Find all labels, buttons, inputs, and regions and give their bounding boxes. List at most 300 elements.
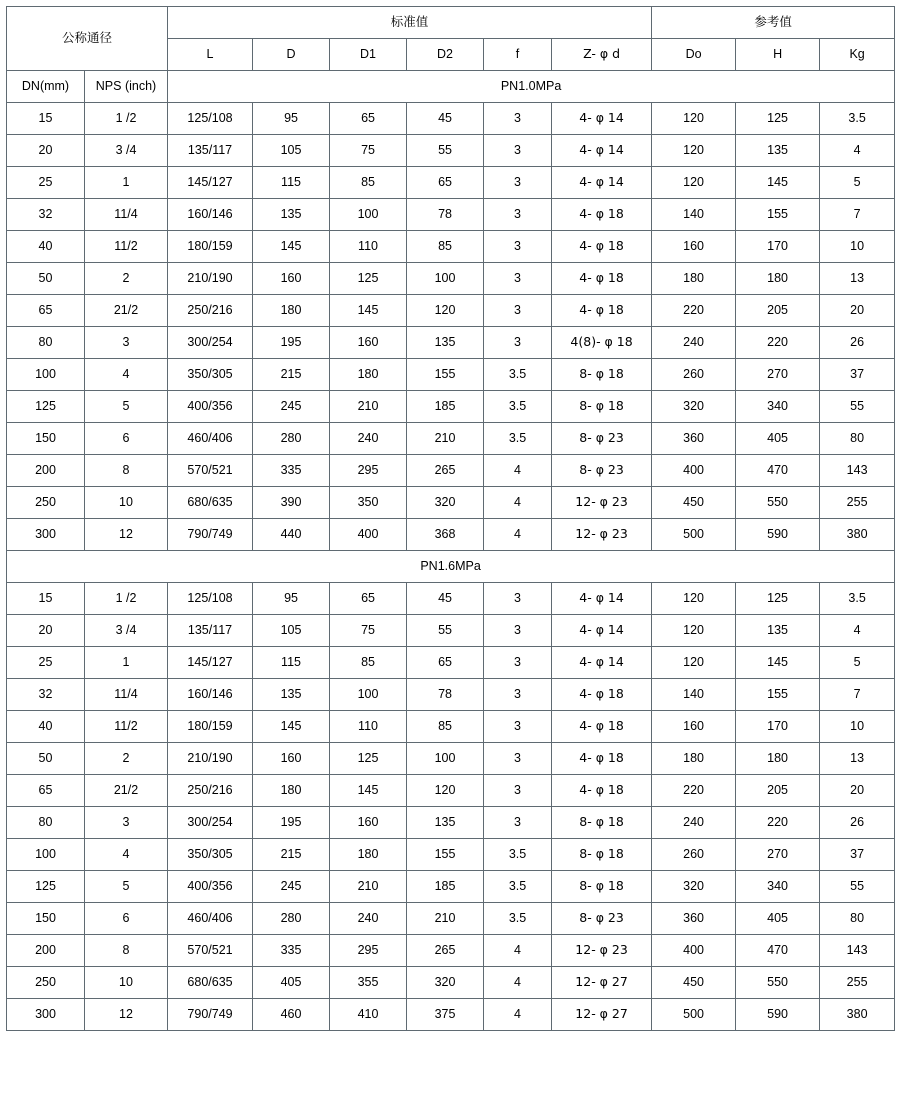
table-cell: 12 — [85, 999, 168, 1031]
table-cell: 15 — [7, 103, 85, 135]
table-cell: 125/108 — [168, 103, 253, 135]
header-col-D2: D2 — [407, 39, 484, 71]
table-cell: 4 — [484, 967, 552, 999]
table-cell: 12- φ 23 — [552, 519, 652, 551]
table-row — [7, 263, 895, 295]
table-cell: 125 — [330, 263, 407, 295]
table-cell: 3 — [484, 103, 552, 135]
table-cell: 4 — [484, 487, 552, 519]
table-cell: 21/2 — [85, 295, 168, 327]
table-cell: 3 — [484, 807, 552, 839]
table-cell: 180/159 — [168, 711, 253, 743]
table-cell: 120 — [652, 167, 736, 199]
header-col-L: L — [168, 39, 253, 71]
table-cell: 4 — [484, 455, 552, 487]
table-cell: 1 /2 — [85, 103, 168, 135]
table-cell: 5 — [85, 391, 168, 423]
table-cell: 220 — [736, 807, 820, 839]
table-cell: 5 — [820, 167, 895, 199]
table-row — [7, 167, 895, 199]
table-cell: 500 — [652, 999, 736, 1031]
table-cell: 145 — [736, 167, 820, 199]
table-cell: 180 — [652, 743, 736, 775]
header-col-nps: NPS (inch) — [85, 71, 168, 103]
table-cell: 3 — [484, 775, 552, 807]
table-cell: 215 — [253, 839, 330, 871]
table-row — [7, 103, 895, 135]
table-cell: 85 — [407, 231, 484, 263]
table-cell: 3.5 — [484, 871, 552, 903]
table-cell: 160 — [652, 231, 736, 263]
header-col-z-phi-d: Z- φ d — [552, 39, 652, 71]
table-row — [7, 231, 895, 263]
header-row-units — [7, 71, 895, 103]
table-cell: 125 — [330, 743, 407, 775]
table-cell: 3 — [484, 743, 552, 775]
table-cell: 3 — [484, 615, 552, 647]
table-row — [7, 935, 895, 967]
table-cell: 410 — [330, 999, 407, 1031]
table-row — [7, 743, 895, 775]
table-cell: 270 — [736, 839, 820, 871]
table-cell: 240 — [652, 327, 736, 359]
table-cell: 245 — [253, 391, 330, 423]
table-cell: 1 — [85, 167, 168, 199]
table-cell: 85 — [330, 167, 407, 199]
table-cell: 4- φ 18 — [552, 295, 652, 327]
table-cell: 20 — [7, 135, 85, 167]
table-cell: 140 — [652, 679, 736, 711]
table-cell: 350/305 — [168, 839, 253, 871]
table-cell: 3.5 — [484, 839, 552, 871]
table-cell: 6 — [85, 903, 168, 935]
table-cell: 65 — [330, 583, 407, 615]
table-cell: 250/216 — [168, 775, 253, 807]
table-cell: 160 — [330, 807, 407, 839]
table-cell: 15 — [7, 583, 85, 615]
table-cell: 4- φ 14 — [552, 135, 652, 167]
header-col-dn: DN(mm) — [7, 71, 85, 103]
table-cell: 150 — [7, 903, 85, 935]
table-cell: 400 — [652, 455, 736, 487]
table-cell: 400 — [652, 935, 736, 967]
table-row — [7, 903, 895, 935]
table-cell: 790/749 — [168, 519, 253, 551]
header-col-H: H — [736, 39, 820, 71]
table-cell: 3 — [484, 327, 552, 359]
table-cell: 65 — [330, 103, 407, 135]
table-cell: 440 — [253, 519, 330, 551]
table-cell: 110 — [330, 231, 407, 263]
table-cell: 65 — [407, 167, 484, 199]
table-cell: 20 — [820, 295, 895, 327]
table-cell: 1 — [85, 647, 168, 679]
table-cell: 150 — [7, 423, 85, 455]
table-cell: 245 — [253, 871, 330, 903]
table-cell: 7 — [820, 679, 895, 711]
table-cell: 250 — [7, 967, 85, 999]
table-cell: 460/406 — [168, 903, 253, 935]
table-cell: 78 — [407, 679, 484, 711]
table-cell: 270 — [736, 359, 820, 391]
table-cell: 3.5 — [484, 359, 552, 391]
table-cell: 145 — [253, 231, 330, 263]
table-cell: 550 — [736, 967, 820, 999]
table-cell: 570/521 — [168, 935, 253, 967]
table-cell: 125 — [7, 871, 85, 903]
table-cell: 3.5 — [484, 391, 552, 423]
table-row — [7, 391, 895, 423]
table-cell: 368 — [407, 519, 484, 551]
table-cell: 100 — [407, 743, 484, 775]
table-cell: 295 — [330, 455, 407, 487]
table-cell: 75 — [330, 615, 407, 647]
table-cell: 65 — [7, 295, 85, 327]
table-row — [7, 327, 895, 359]
table-cell: 21/2 — [85, 775, 168, 807]
table-cell: 180 — [736, 743, 820, 775]
table-cell: 375 — [407, 999, 484, 1031]
table-cell: 250/216 — [168, 295, 253, 327]
table-cell: 100 — [330, 199, 407, 231]
table-cell: 8- φ 18 — [552, 391, 652, 423]
table-cell: 260 — [652, 359, 736, 391]
table-row — [7, 519, 895, 551]
table-cell: 100 — [407, 263, 484, 295]
table-cell: 185 — [407, 391, 484, 423]
table-cell: 85 — [407, 711, 484, 743]
table-cell: 3 — [484, 647, 552, 679]
table-cell: 145 — [736, 647, 820, 679]
table-cell: 265 — [407, 455, 484, 487]
table-cell: 590 — [736, 519, 820, 551]
table-cell: 300/254 — [168, 327, 253, 359]
valve-dimension-table — [6, 6, 895, 1031]
table-cell: 26 — [820, 327, 895, 359]
table-row — [7, 295, 895, 327]
table-cell: 145 — [330, 295, 407, 327]
table-cell: 55 — [820, 391, 895, 423]
table-cell: 255 — [820, 967, 895, 999]
table-cell: 240 — [330, 423, 407, 455]
table-cell: 45 — [407, 583, 484, 615]
table-row — [7, 999, 895, 1031]
table-cell: 3 — [484, 135, 552, 167]
table-cell: 8- φ 18 — [552, 871, 652, 903]
table-cell: 10 — [820, 711, 895, 743]
table-cell: 50 — [7, 743, 85, 775]
table-cell: 140 — [652, 199, 736, 231]
table-cell: 95 — [253, 103, 330, 135]
table-cell: 12 — [85, 519, 168, 551]
table-cell: 320 — [407, 967, 484, 999]
table-cell: 3 — [484, 199, 552, 231]
table-cell: 55 — [407, 615, 484, 647]
table-cell: 400 — [330, 519, 407, 551]
table-cell: 4- φ 18 — [552, 231, 652, 263]
table-cell: 143 — [820, 455, 895, 487]
table-cell: 680/635 — [168, 487, 253, 519]
table-cell: 3 — [484, 263, 552, 295]
table-row — [7, 615, 895, 647]
table-cell: 78 — [407, 199, 484, 231]
table-cell: 360 — [652, 903, 736, 935]
table-cell: 145/127 — [168, 167, 253, 199]
header-row-top — [7, 7, 895, 39]
table-cell: 3 — [484, 231, 552, 263]
table-cell: 20 — [820, 775, 895, 807]
table-cell: 3.5 — [820, 583, 895, 615]
table-cell: 8 — [85, 935, 168, 967]
table-cell: 300/254 — [168, 807, 253, 839]
table-cell: 470 — [736, 455, 820, 487]
table-cell: 45 — [407, 103, 484, 135]
table-cell: 20 — [7, 615, 85, 647]
table-cell: 8- φ 23 — [552, 903, 652, 935]
table-cell: 3 — [85, 327, 168, 359]
table-cell: 4(8)- φ 18 — [552, 327, 652, 359]
table-cell: 11/2 — [85, 711, 168, 743]
table-cell: 170 — [736, 711, 820, 743]
table-cell: 145/127 — [168, 647, 253, 679]
table-cell: 170 — [736, 231, 820, 263]
table-cell: 4 — [484, 519, 552, 551]
table-cell: 12- φ 27 — [552, 999, 652, 1031]
table-cell: 590 — [736, 999, 820, 1031]
table-cell: 180 — [253, 295, 330, 327]
table-cell: 125 — [736, 583, 820, 615]
table-cell: 450 — [652, 967, 736, 999]
table-cell: 3 — [484, 583, 552, 615]
table-cell: 37 — [820, 359, 895, 391]
header-col-Kg: Kg — [820, 39, 895, 71]
table-cell: 4- φ 14 — [552, 167, 652, 199]
table-cell: 160/146 — [168, 199, 253, 231]
table-cell: 400/356 — [168, 391, 253, 423]
table-cell: 10 — [85, 487, 168, 519]
table-cell: 37 — [820, 839, 895, 871]
table-cell: 13 — [820, 743, 895, 775]
table-cell: 180 — [253, 775, 330, 807]
table-row — [7, 679, 895, 711]
table-cell: 280 — [253, 903, 330, 935]
table-cell: 295 — [330, 935, 407, 967]
table-cell: 3 — [85, 807, 168, 839]
table-cell: 335 — [253, 935, 330, 967]
table-cell: 470 — [736, 935, 820, 967]
header-col-Do: Do — [652, 39, 736, 71]
table-cell: 145 — [330, 775, 407, 807]
table-cell: 4- φ 14 — [552, 647, 652, 679]
table-cell: 125 — [736, 103, 820, 135]
table-cell: 5 — [820, 647, 895, 679]
table-cell: 105 — [253, 615, 330, 647]
table-cell: 4 — [85, 359, 168, 391]
table-cell: 75 — [330, 135, 407, 167]
table-cell: 8- φ 18 — [552, 359, 652, 391]
table-cell: 210 — [330, 871, 407, 903]
table-cell: 115 — [253, 167, 330, 199]
table-cell: 405 — [253, 967, 330, 999]
table-cell: 80 — [7, 327, 85, 359]
table-row — [7, 807, 895, 839]
table-body — [7, 103, 895, 1031]
table-cell: 115 — [253, 647, 330, 679]
table-cell: 195 — [253, 807, 330, 839]
table-cell: 12- φ 23 — [552, 487, 652, 519]
table-cell: 135 — [736, 135, 820, 167]
table-cell: 180 — [330, 839, 407, 871]
table-cell: 100 — [7, 839, 85, 871]
header-col-f: f — [484, 39, 552, 71]
table-cell: 155 — [407, 359, 484, 391]
table-cell: 120 — [652, 135, 736, 167]
table-row — [7, 135, 895, 167]
table-cell: 3 — [484, 295, 552, 327]
table-cell: 380 — [820, 999, 895, 1031]
table-cell: 5 — [85, 871, 168, 903]
table-cell: 180/159 — [168, 231, 253, 263]
table-cell: 12- φ 27 — [552, 967, 652, 999]
table-cell: 12- φ 23 — [552, 935, 652, 967]
table-cell: 355 — [330, 967, 407, 999]
table-cell: 215 — [253, 359, 330, 391]
table-cell: 8- φ 18 — [552, 839, 652, 871]
table-cell: 135 — [253, 199, 330, 231]
header-col-D1: D1 — [330, 39, 407, 71]
table-cell: 210/190 — [168, 263, 253, 295]
table-cell: 65 — [407, 647, 484, 679]
table-cell: 4- φ 14 — [552, 583, 652, 615]
table-cell: 4- φ 18 — [552, 199, 652, 231]
group-label-pn10: PN1.0MPa — [168, 71, 895, 103]
table-cell: 135 — [253, 679, 330, 711]
table-cell: 360 — [652, 423, 736, 455]
table-cell: 195 — [253, 327, 330, 359]
table-cell: 11/2 — [85, 231, 168, 263]
table-cell: 340 — [736, 391, 820, 423]
table-cell: 220 — [736, 327, 820, 359]
table-cell: 155 — [736, 679, 820, 711]
table-cell: 255 — [820, 487, 895, 519]
table-cell: 3.5 — [484, 423, 552, 455]
table-cell: 135 — [407, 807, 484, 839]
table-cell: 11/4 — [85, 199, 168, 231]
table-cell: 80 — [820, 423, 895, 455]
table-cell: 3 /4 — [85, 135, 168, 167]
table-cell: 380 — [820, 519, 895, 551]
table-cell: 120 — [652, 103, 736, 135]
table-cell: 55 — [407, 135, 484, 167]
table-cell: 155 — [407, 839, 484, 871]
table-cell: 350/305 — [168, 359, 253, 391]
table-row — [7, 871, 895, 903]
table-row — [7, 199, 895, 231]
table-row — [7, 359, 895, 391]
table-cell: 7 — [820, 199, 895, 231]
table-cell: 160 — [330, 327, 407, 359]
table-row — [7, 775, 895, 807]
table-row — [7, 711, 895, 743]
header-col-D: D — [253, 39, 330, 71]
table-cell: 10 — [820, 231, 895, 263]
table-cell: 125/108 — [168, 583, 253, 615]
table-cell: 4- φ 18 — [552, 679, 652, 711]
table-cell: 500 — [652, 519, 736, 551]
table-cell: 25 — [7, 647, 85, 679]
table-cell: 32 — [7, 199, 85, 231]
table-cell: 3 — [484, 679, 552, 711]
table-cell: 160 — [652, 711, 736, 743]
table-cell: 4 — [484, 935, 552, 967]
table-cell: 790/749 — [168, 999, 253, 1031]
table-cell: 405 — [736, 903, 820, 935]
group-label-pn16: PN1.6MPa — [7, 551, 895, 583]
table-cell: 135/117 — [168, 135, 253, 167]
table-cell: 26 — [820, 807, 895, 839]
table-cell: 120 — [407, 775, 484, 807]
table-row — [7, 487, 895, 519]
table-cell: 205 — [736, 295, 820, 327]
table-cell: 2 — [85, 743, 168, 775]
table-cell: 4- φ 18 — [552, 711, 652, 743]
table-cell: 4 — [820, 615, 895, 647]
table-row — [7, 455, 895, 487]
table-cell: 335 — [253, 455, 330, 487]
table-cell: 120 — [652, 615, 736, 647]
table-cell: 2 — [85, 263, 168, 295]
table-header — [7, 7, 895, 103]
table-cell: 200 — [7, 455, 85, 487]
table-cell: 570/521 — [168, 455, 253, 487]
table-cell: 250 — [7, 487, 85, 519]
table-row — [7, 839, 895, 871]
table-cell: 350 — [330, 487, 407, 519]
table-cell: 160/146 — [168, 679, 253, 711]
table-cell: 95 — [253, 583, 330, 615]
table-cell: 160 — [253, 263, 330, 295]
table-cell: 180 — [736, 263, 820, 295]
table-cell: 80 — [820, 903, 895, 935]
table-cell: 1 /2 — [85, 583, 168, 615]
table-cell: 125 — [7, 391, 85, 423]
header-reference-value: 参考值 — [652, 7, 895, 39]
table-cell: 180 — [652, 263, 736, 295]
table-cell: 340 — [736, 871, 820, 903]
table-cell: 240 — [330, 903, 407, 935]
table-cell: 143 — [820, 935, 895, 967]
table-cell: 200 — [7, 935, 85, 967]
group-header-row — [7, 551, 895, 583]
table-cell: 220 — [652, 295, 736, 327]
table-cell: 180 — [330, 359, 407, 391]
table-cell: 3 — [484, 167, 552, 199]
table-cell: 205 — [736, 775, 820, 807]
table-cell: 160 — [253, 743, 330, 775]
table-cell: 210 — [407, 903, 484, 935]
table-cell: 4- φ 14 — [552, 103, 652, 135]
table-cell: 390 — [253, 487, 330, 519]
table-cell: 185 — [407, 871, 484, 903]
table-cell: 80 — [7, 807, 85, 839]
table-cell: 40 — [7, 231, 85, 263]
table-cell: 320 — [652, 391, 736, 423]
header-nominal-diameter: 公称通径 — [7, 7, 168, 71]
table-cell: 210 — [330, 391, 407, 423]
table-cell: 3.5 — [484, 903, 552, 935]
table-cell: 4- φ 18 — [552, 743, 652, 775]
table-cell: 155 — [736, 199, 820, 231]
